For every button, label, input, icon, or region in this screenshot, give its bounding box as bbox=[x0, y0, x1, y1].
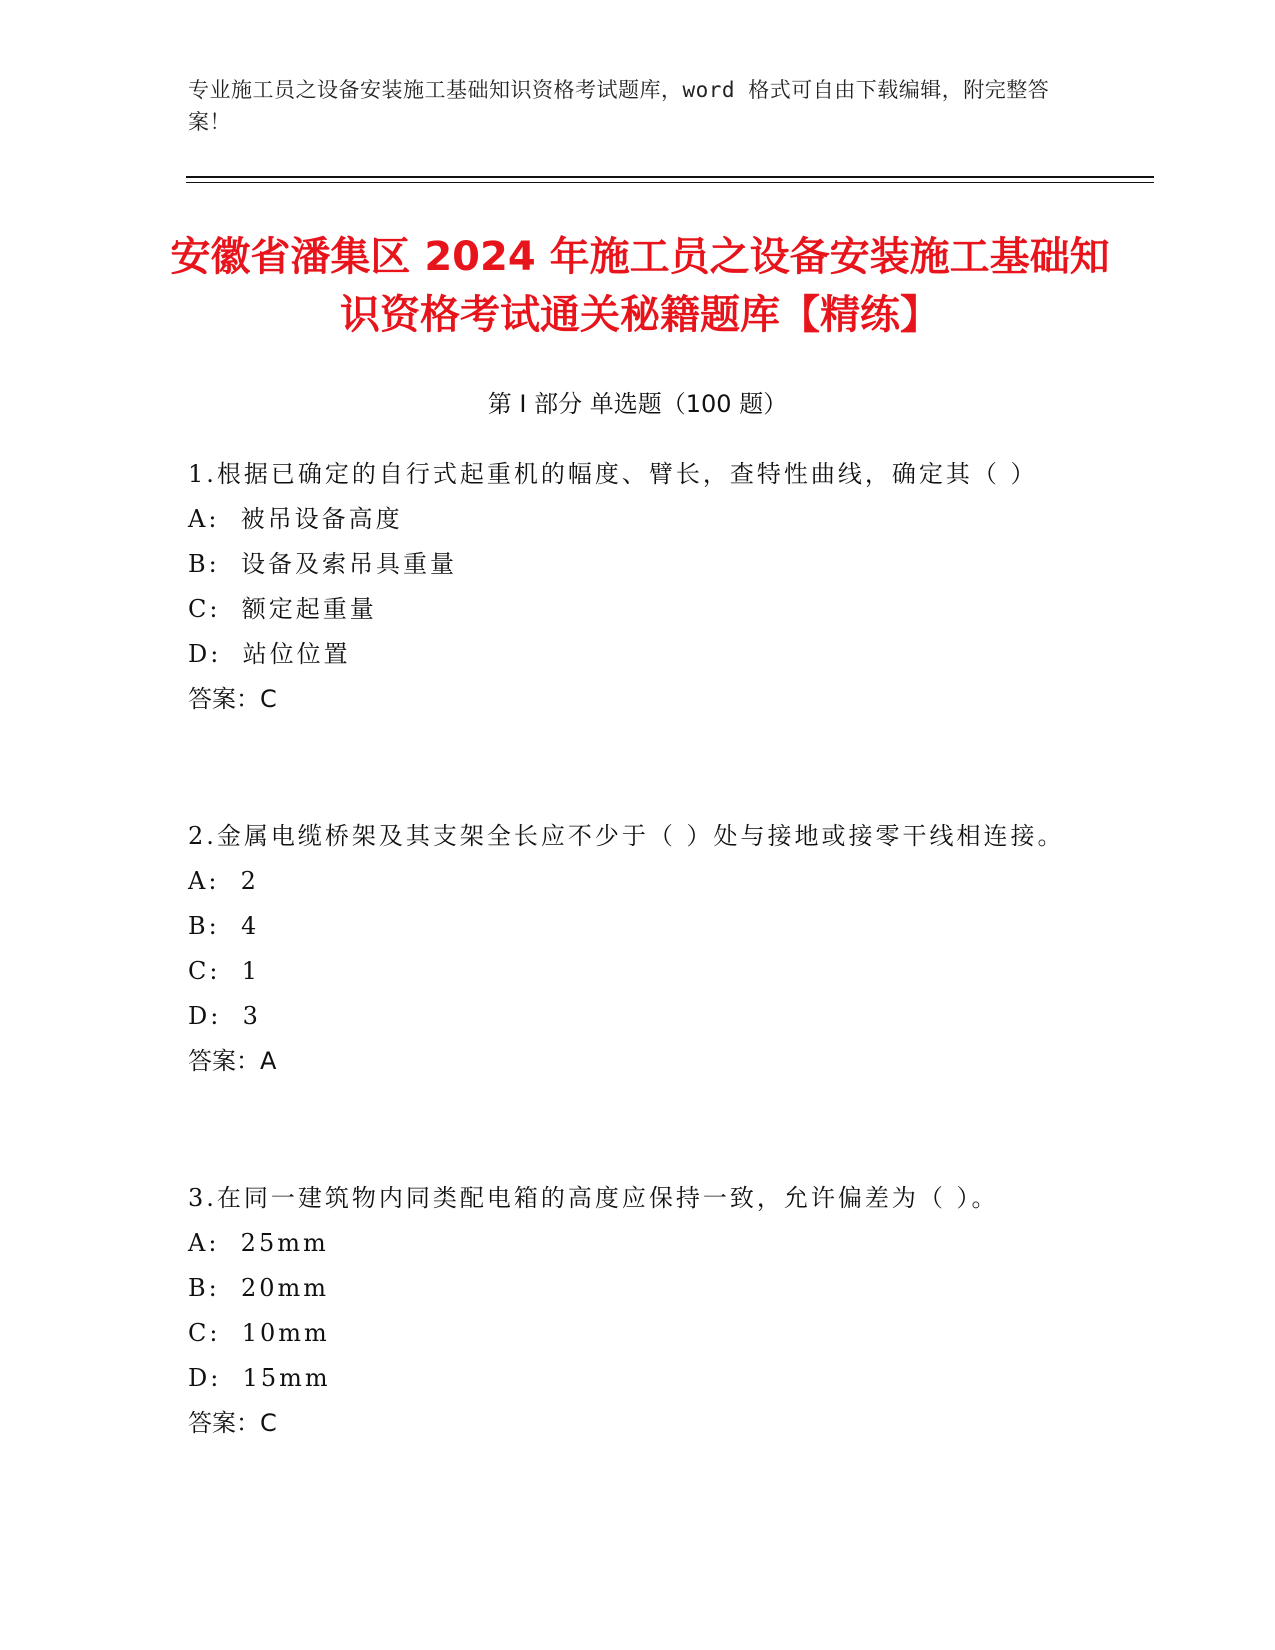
option-a: A: 被吊设备高度 bbox=[188, 505, 403, 533]
question-stem: 3.在同一建筑物内同类配电箱的高度应保持一致，允许偏差为（ ）。 bbox=[188, 1184, 999, 1212]
question-stem: 2.金属电缆桥架及其支架全长应不少于（ ）处与接地或接零干线相连接。 bbox=[188, 822, 1065, 850]
option-c: C: 额定起重量 bbox=[188, 595, 377, 623]
option-a: A: 2 bbox=[188, 867, 259, 895]
question-3 bbox=[188, 1176, 1088, 1446]
option-b: B: 4 bbox=[188, 912, 260, 940]
question-stem: 1.根据已确定的自行式起重机的幅度、臂长，查特性曲线，确定其（ ） bbox=[188, 460, 1038, 488]
answer: 答案：A bbox=[188, 1047, 277, 1075]
answer: 答案：C bbox=[188, 1409, 277, 1437]
option-b: B: 20mm bbox=[188, 1274, 330, 1302]
answer: 答案：C bbox=[188, 685, 277, 713]
section-heading: 第 I 部分 单选题（100 题） bbox=[487, 390, 788, 418]
option-d: D: 3 bbox=[188, 1002, 261, 1030]
header-divider-thin bbox=[186, 182, 1154, 183]
header-note: 专业施工员之设备安装施工基础知识资格考试题库，word 格式可自由下载编辑，附完整答案！ bbox=[188, 78, 1050, 134]
option-a: A: 25mm bbox=[188, 1229, 329, 1257]
option-d: D: 站位位置 bbox=[188, 640, 351, 668]
option-c: C: 10mm bbox=[188, 1319, 330, 1347]
document-title: 安徽省潘集区 2024 年施工员之设备安装施工基础知识资格考试通关秘籍题库【精练】 bbox=[170, 234, 1110, 338]
option-c: C: 1 bbox=[188, 957, 260, 985]
question-2 bbox=[188, 814, 1088, 1084]
option-d: D: 15mm bbox=[188, 1364, 331, 1392]
header-divider-thick bbox=[186, 176, 1154, 178]
question-1 bbox=[188, 452, 1088, 722]
option-b: B: 设备及索吊具重量 bbox=[188, 550, 457, 578]
